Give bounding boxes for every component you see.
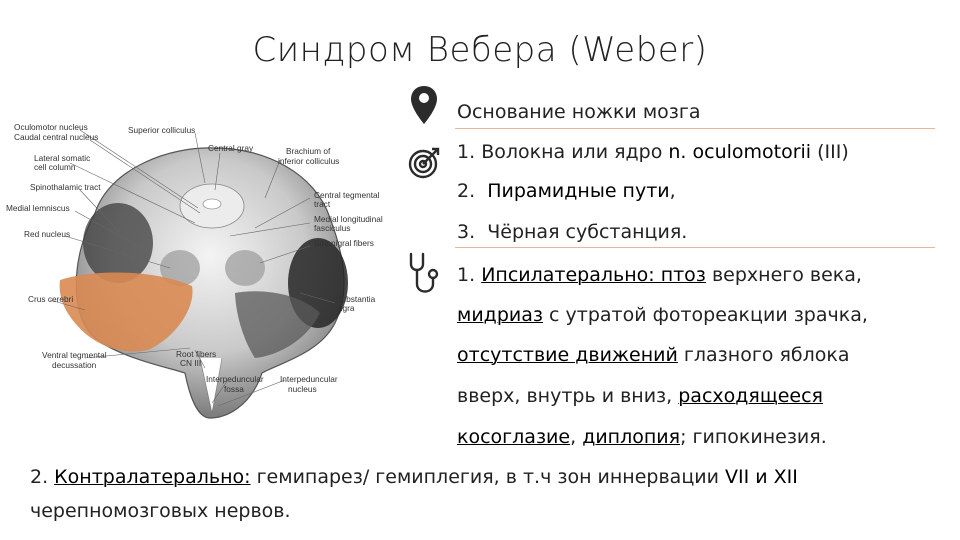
label-central-tegmental: Central tegmental xyxy=(314,190,380,200)
symptoms-line-1 xyxy=(457,264,862,286)
label-ventral-tegmental: Ventral tegmental xyxy=(42,350,107,360)
label-medial-lemniscus: Medial lemniscus xyxy=(6,203,70,213)
symptoms-line-5 xyxy=(457,426,827,448)
label-superior-colliculus: Superior colliculus xyxy=(128,125,196,135)
symptoms-line-4-text: вверх, внутрь и вниз, xyxy=(457,385,679,407)
list-item-1-number: 1. xyxy=(457,141,476,163)
label-oculomotor-nucleus: Oculomotor nucleus xyxy=(14,122,88,132)
label-cell-column: cell column xyxy=(34,162,76,172)
label-interpeduncular-nucleus: Interpeduncular xyxy=(280,374,338,384)
list-item-2 xyxy=(457,180,676,202)
label-tract: tract xyxy=(314,199,331,209)
target-icon xyxy=(407,146,441,180)
contralateral-line-2-text: черепномозговых нервов. xyxy=(30,500,291,522)
symptoms-line-3 xyxy=(457,344,850,366)
label-strionigral-fibers: Strionigral fibers xyxy=(314,238,374,248)
contralateral-text: гемипарез/ гемиплегия, в т.ч зон иннервации xyxy=(250,466,725,488)
list-heading xyxy=(457,101,701,123)
list-item-1 xyxy=(457,141,849,163)
label-nigra: nigra xyxy=(336,303,355,313)
label-cn-iii: CN III xyxy=(180,358,202,368)
label-red-nucleus: Red nucleus xyxy=(24,229,71,239)
symptoms-separator: , xyxy=(570,426,583,448)
stethoscope-icon xyxy=(406,252,446,298)
label-central-gray: Central gray xyxy=(208,143,254,153)
symptoms-ipsilateral: Ипсилатерально: птоз xyxy=(481,264,706,286)
map-pin-icon xyxy=(409,84,439,126)
list-item-3-number: 3. xyxy=(457,221,476,243)
contralateral-nerves: VII и XII xyxy=(724,466,798,488)
symptoms-mydriasis: мидриаз xyxy=(457,304,543,326)
left-dark-mass xyxy=(83,203,153,283)
label-decussation: decussation xyxy=(52,360,97,370)
contralateral-heading: Контралатерально: xyxy=(54,466,251,488)
symptoms-line-1-tail: верхнего века, xyxy=(705,264,862,286)
symptoms-no-movement: отсутствие движений xyxy=(457,344,678,366)
label-interpeduncular-fossa: Interpeduncular xyxy=(206,374,264,384)
symptoms-number: 1. xyxy=(457,264,476,286)
label-fossa: fossa xyxy=(224,384,244,394)
aqueduct xyxy=(203,199,221,209)
divider-middle xyxy=(455,247,935,248)
label-root-fibers: Root fibers xyxy=(176,349,217,359)
list-item-1-text: Волокна или ядро xyxy=(481,141,669,163)
label-nucleus: nucleus xyxy=(288,384,317,394)
list-heading-text: Основание ножки мозга xyxy=(457,101,701,123)
symptoms-strabismus: косоглазие xyxy=(457,426,571,448)
list-item-1-emphasis: n. oculomotorii xyxy=(668,141,812,163)
slide-title: Синдром Вебера (Weber) xyxy=(252,30,708,70)
contralateral-line-1 xyxy=(30,466,798,488)
label-crus-cerebri: Crus cerebri xyxy=(28,294,74,304)
list-item-2-number: 2. xyxy=(457,180,476,202)
label-fasciculus: fasciculus xyxy=(314,223,351,233)
list-item-1-tail: (III) xyxy=(811,141,849,163)
list-item-3-text: Чёрная субстанция. xyxy=(487,221,688,243)
contralateral-line-2 xyxy=(30,500,291,522)
list-item-2-tail: , xyxy=(669,180,676,202)
symptoms-diplopia: диплопия xyxy=(582,426,681,448)
list-item-2-emphasis: Пирамидные пути xyxy=(487,180,670,202)
label-brachium-of: Brachium of xyxy=(286,146,331,156)
midbrain-section-diagram xyxy=(0,118,420,453)
midbrain-section-svg xyxy=(0,118,420,453)
list-item-3 xyxy=(457,221,687,243)
label-spinothalamic-tract: Spinothalamic tract xyxy=(30,182,101,192)
label-inferior-colliculus: inferior colliculus xyxy=(278,156,340,166)
label-substantia: Substantia xyxy=(336,294,376,304)
symptoms-line-2 xyxy=(457,304,868,326)
label-medial-longitudinal: Medial longitudinal xyxy=(314,214,383,224)
symptoms-line-2-tail: с утратой фотореакции зрачка, xyxy=(542,304,868,326)
symptoms-divergent: расходящееся xyxy=(678,385,823,407)
red-nucleus-right xyxy=(225,250,265,286)
symptoms-line-4 xyxy=(457,385,823,407)
symptoms-line-5-tail: ; гипокинезия. xyxy=(680,426,827,448)
label-caudal-central-nucleus: Caudal central nucleus xyxy=(14,132,99,142)
label-lateral-somatic: Lateral somatic xyxy=(34,153,91,163)
symptoms-line-3-tail: глазного яблока xyxy=(677,344,850,366)
contralateral-number: 2. xyxy=(30,466,55,488)
divider-top xyxy=(455,128,935,129)
